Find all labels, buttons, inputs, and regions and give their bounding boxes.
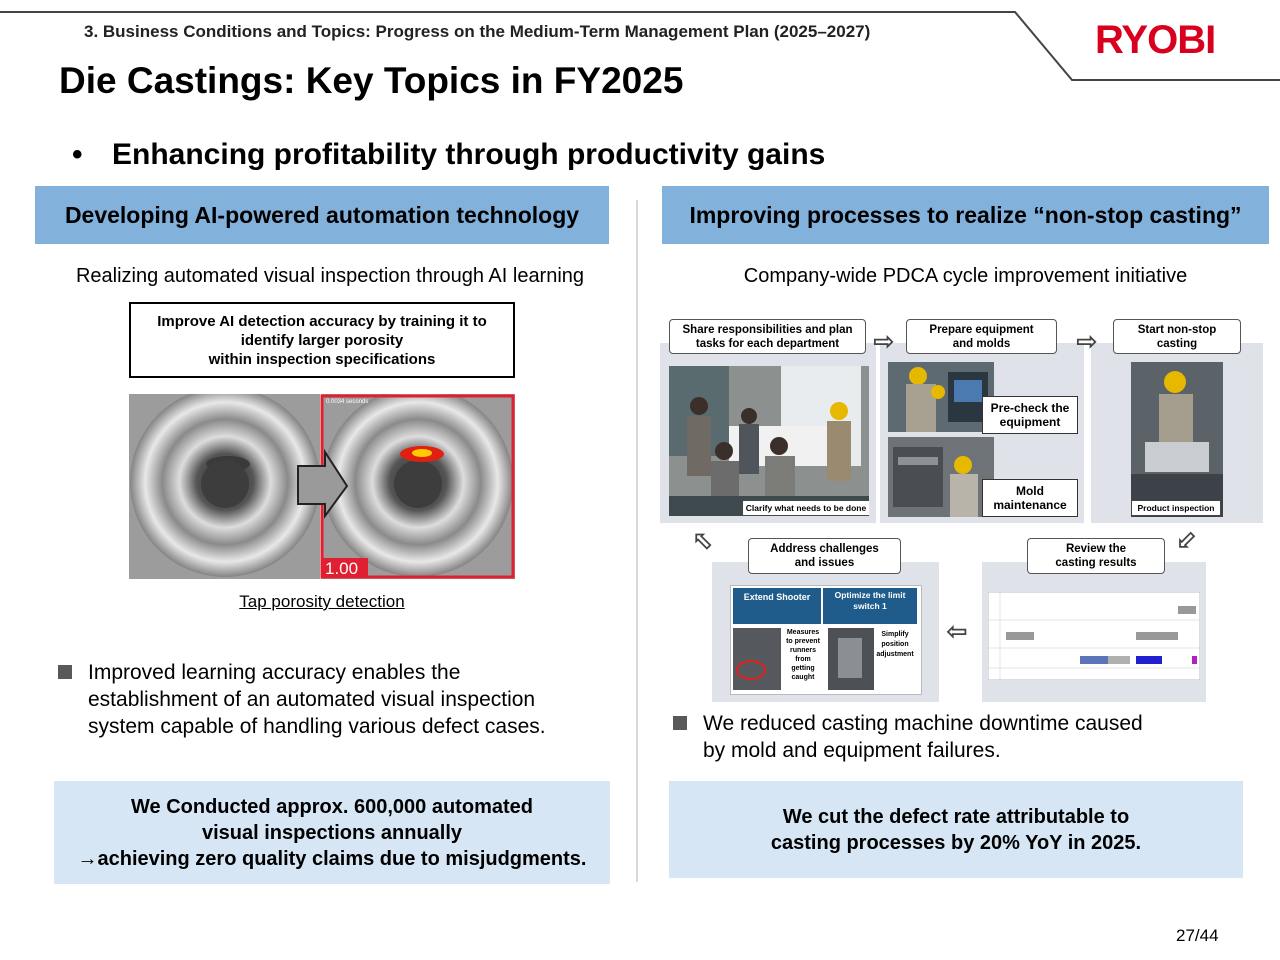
ai-training-box xyxy=(129,302,515,378)
ryobi-logo: RYOBI xyxy=(1095,18,1216,62)
section-label: 3. Business Conditions and Topics: Progress on the Medium-Term Management Plan (2025–2027) xyxy=(84,22,871,41)
left-band-title: Developing AI-powered automation technology xyxy=(35,186,609,244)
right-bullet-text xyxy=(703,710,1263,764)
mold-photo xyxy=(888,437,994,517)
result-line: casting processes by 20% YoY in 2025. xyxy=(770,831,1142,854)
tile-line: runners xyxy=(789,647,817,654)
label-line: Mold xyxy=(1015,484,1044,498)
step-line: Prepare equipment xyxy=(929,323,1034,336)
meeting-photo xyxy=(669,366,869,516)
result-line: visual inspections annually xyxy=(201,821,463,844)
bullet-line: establishment of an automated visual inspection xyxy=(88,688,536,711)
square-bullet-icon xyxy=(673,716,687,730)
tile-line: switch 1 xyxy=(853,601,887,611)
bullet-dot-icon: • xyxy=(72,138,83,171)
product-inspection-caption: Product inspection xyxy=(1131,500,1221,516)
label-line: maintenance xyxy=(993,498,1067,512)
flow-arrow-right-icon: ⇨ xyxy=(873,326,895,356)
label-line: Pre-check the xyxy=(990,401,1070,415)
tile-line: Optimize the limit xyxy=(834,590,906,600)
bullet-line: We reduced casting machine downtime caused xyxy=(703,712,1143,735)
bullet-line: system capable of handling various defect cases. xyxy=(88,715,546,738)
page-title: Die Castings: Key Topics in FY2025 xyxy=(59,60,684,101)
box-line: identify larger porosity xyxy=(240,332,404,349)
tile-line: from xyxy=(795,656,811,663)
left-result-box xyxy=(54,781,610,884)
right-band-title: Improving processes to realize “non-stop casting” xyxy=(662,186,1269,244)
left-bullet-text xyxy=(88,659,618,740)
flow-arrow-left-icon: ⇦ xyxy=(946,616,968,646)
right-subtitle: Company-wide PDCA cycle improvement initiative xyxy=(743,265,1188,287)
step-line: and molds xyxy=(952,337,1011,350)
shooter-photo xyxy=(733,628,781,690)
tile-line: adjustment xyxy=(876,651,914,658)
bullet-line: by mold and equipment failures. xyxy=(703,739,1001,762)
tile-line: Measures xyxy=(786,629,820,636)
step-prepare xyxy=(906,319,1057,354)
porosity-inspection-images xyxy=(129,394,515,579)
box-line: within inspection specifications xyxy=(208,351,436,368)
step-share xyxy=(669,319,866,354)
step-line: and issues xyxy=(794,557,855,569)
step-address xyxy=(748,538,901,574)
inspection-photo xyxy=(1131,362,1223,517)
timing-text: 0.0034 seconds xyxy=(326,399,369,405)
flow-arrow-down-icon: ⇩ xyxy=(1167,522,1205,560)
bullet-heading-text: Enhancing profitability through productivity gains xyxy=(112,138,826,171)
right-result-box xyxy=(669,781,1243,878)
precheck-label xyxy=(982,396,1078,434)
tile-line: getting xyxy=(791,665,815,672)
measures-text xyxy=(782,628,824,682)
bullet-line: Improved learning accuracy enables the xyxy=(88,661,461,684)
step-line: Review the xyxy=(1065,543,1127,555)
tile-line: to prevent xyxy=(786,638,820,645)
square-bullet-icon xyxy=(58,665,72,679)
flow-arrow-up-icon: ⇧ xyxy=(684,522,722,560)
result-line: We Conducted approx. 600,000 automated xyxy=(131,795,533,818)
simplify-text xyxy=(874,630,916,660)
tile-line: Simplify xyxy=(881,631,909,638)
step-start xyxy=(1113,319,1241,354)
tile-line: position xyxy=(881,641,909,648)
left-subtitle: Realizing automated visual inspection through AI learning xyxy=(75,265,585,287)
label-line: equipment xyxy=(999,415,1061,429)
extend-shooter-tile: Extend Shooter xyxy=(733,588,821,624)
column-divider xyxy=(636,200,638,882)
result-line: We cut the defect rate attributable to xyxy=(782,805,1130,828)
switch-photo xyxy=(828,628,874,690)
step-line: casting xyxy=(1156,337,1198,350)
clarify-caption: Clarify what needs to be done xyxy=(743,501,869,515)
mold-label xyxy=(982,479,1078,517)
page-number: 27/44 xyxy=(1176,926,1219,945)
box-line: Improve AI detection accuracy by training it to xyxy=(157,313,487,330)
bullet-heading xyxy=(72,138,825,172)
result-line: →achieving zero quality claims due to misjudgments. xyxy=(77,847,587,870)
step-line: casting results xyxy=(1055,557,1137,569)
flow-arrow-right-icon: ⇨ xyxy=(1076,326,1098,356)
optimize-tile xyxy=(823,588,917,624)
step-review xyxy=(1027,538,1165,574)
precheck-photo xyxy=(888,362,994,432)
step-line: tasks for each department xyxy=(695,337,840,350)
image-caption: Tap porosity detection xyxy=(239,592,405,611)
casting-results-schedule xyxy=(988,592,1200,680)
score-text: 1.00 xyxy=(325,559,359,578)
step-line: Start non-stop xyxy=(1137,323,1217,336)
step-line: Share responsibilities and plan xyxy=(682,323,853,336)
step-line: Address challenges xyxy=(770,543,879,555)
tile-line: caught xyxy=(791,674,815,681)
